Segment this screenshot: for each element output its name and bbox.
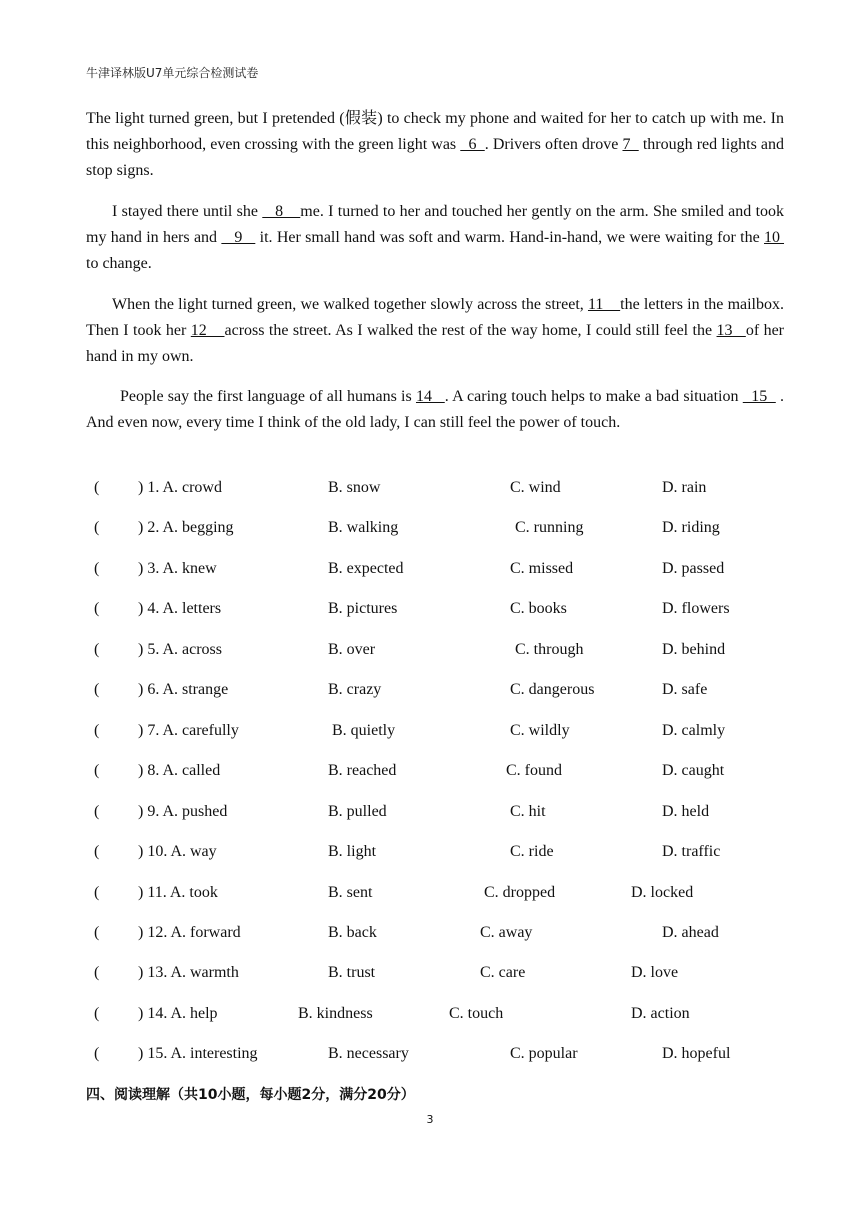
option-d: D. caught <box>662 762 725 779</box>
blank-10: 10 <box>764 229 785 246</box>
passage-text: of her hand in my own. <box>86 322 785 365</box>
question-row-14 <box>86 1005 786 1029</box>
question-row-12 <box>86 924 786 948</box>
blank-9: 9 <box>221 229 256 246</box>
option-a: ) 12. A. forward <box>138 924 241 941</box>
option-d: D. riding <box>662 519 720 536</box>
option-a: ) 10. A. way <box>138 843 217 860</box>
option-d: D. held <box>662 803 710 820</box>
option-b: B. light <box>328 843 377 860</box>
passage-text: me. I turned to her and touched her gently on the arm. She smiled and took my hand in hers and <box>86 203 785 246</box>
passage-paragraph-1 <box>86 106 784 184</box>
option-b: B. pulled <box>328 803 387 820</box>
question-row-3 <box>86 560 786 584</box>
passage-paragraph-4 <box>86 384 784 436</box>
answer-paren: ( <box>94 843 100 860</box>
question-row-13 <box>86 964 786 988</box>
question-row-1 <box>86 479 786 503</box>
question-row-7 <box>86 722 786 746</box>
option-a: ) 14. A. help <box>138 1005 218 1022</box>
option-d: D. calmly <box>662 722 726 739</box>
option-b: B. snow <box>328 479 381 496</box>
option-a: ) 13. A. warmth <box>138 964 239 981</box>
answer-paren: ( <box>94 681 100 698</box>
answer-paren: ( <box>94 803 100 820</box>
blank-13: 13 <box>716 322 746 339</box>
blank-14: 14 <box>415 388 445 405</box>
passage-text: . A caring touch helps to make a bad situation <box>444 388 743 405</box>
question-row-5 <box>86 641 786 665</box>
passage-text: through red lights and stop signs. <box>86 136 785 179</box>
blank-8: 8 <box>262 203 301 220</box>
passage-text: The light turned green, but I pretended (假装) to check my phone and waited for her to catch up with me. In this neighborhood, even crossing with the green light was <box>86 110 784 153</box>
option-d: D. safe <box>662 681 708 698</box>
answer-paren: ( <box>94 560 100 577</box>
option-b: B. necessary <box>328 1045 409 1062</box>
blank-15: 15 <box>742 388 776 405</box>
answer-paren: ( <box>94 479 100 496</box>
answer-paren: ( <box>94 722 100 739</box>
option-d: D. ahead <box>662 924 719 941</box>
option-c: C. ride <box>510 843 554 860</box>
option-b: B. over <box>328 641 376 658</box>
question-row-9 <box>86 803 786 827</box>
option-c: C. dangerous <box>510 681 595 698</box>
passage-text: it. Her small hand was soft and warm. Hand-in-hand, we were waiting for the <box>255 229 765 246</box>
option-b: B. reached <box>328 762 397 779</box>
option-c: C. found <box>506 762 562 779</box>
option-b: B. back <box>328 924 377 941</box>
option-a: ) 1. A. crowd <box>138 479 222 496</box>
option-a: ) 5. A. across <box>138 641 222 658</box>
question-row-2 <box>86 519 786 543</box>
option-a: ) 8. A. called <box>138 762 221 779</box>
option-b: B. pictures <box>328 600 398 617</box>
option-b: B. kindness <box>298 1005 373 1022</box>
page-header: 牛津译林版U7单元综合检测试卷 <box>86 66 259 80</box>
option-b: B. trust <box>328 964 376 981</box>
passage-text: . Drivers often drove <box>484 136 623 153</box>
option-b: B. expected <box>328 560 404 577</box>
answer-paren: ( <box>94 964 100 981</box>
option-d: D. hopeful <box>662 1045 731 1062</box>
option-c: C. missed <box>510 560 574 577</box>
option-d: D. passed <box>662 560 725 577</box>
option-c: C. wildly <box>510 722 570 739</box>
option-c: C. wind <box>510 479 561 496</box>
option-c: C. touch <box>449 1005 504 1022</box>
answer-paren: ( <box>94 924 100 941</box>
page-number: 3 <box>426 1113 434 1126</box>
option-d: D. love <box>631 964 679 981</box>
option-c: C. popular <box>510 1045 578 1062</box>
passage-paragraph-3 <box>86 292 784 370</box>
option-b: B. sent <box>328 884 373 901</box>
answer-paren: ( <box>94 1045 100 1062</box>
blank-12: 12 <box>190 322 225 339</box>
option-a: ) 9. A. pushed <box>138 803 228 820</box>
passage-text: When the light turned green, we walked together slowly across the street, <box>112 296 588 313</box>
option-c: C. through <box>515 641 584 658</box>
question-row-10 <box>86 843 786 867</box>
passage-text: I stayed there until she <box>112 203 263 220</box>
option-b: B. quietly <box>332 722 396 739</box>
passage-text: the letters in the mailbox. Then I took her <box>86 296 785 339</box>
passage-paragraph-2 <box>86 199 784 277</box>
option-a: ) 4. A. letters <box>138 600 222 617</box>
question-row-6 <box>86 681 786 705</box>
answer-paren: ( <box>94 1005 100 1022</box>
option-a: ) 3. A. knew <box>138 560 217 577</box>
option-d: D. flowers <box>662 600 730 617</box>
option-b: B. crazy <box>328 681 382 698</box>
answer-paren: ( <box>94 600 100 617</box>
passage-text: across the street. As I walked the rest of the way home, I could still feel the <box>224 322 717 339</box>
option-d: D. behind <box>662 641 726 658</box>
option-d: D. locked <box>631 884 694 901</box>
option-c: C. away <box>480 924 533 941</box>
question-row-8 <box>86 762 786 786</box>
answer-paren: ( <box>94 884 100 901</box>
passage-text: People say the first language of all humans is <box>120 388 416 405</box>
option-a: ) 11. A. took <box>138 884 218 901</box>
blank-6: 6 <box>460 136 485 153</box>
option-d: D. action <box>631 1005 690 1022</box>
option-a: ) 2. A. begging <box>138 519 234 536</box>
option-a: ) 6. A. strange <box>138 681 229 698</box>
option-c: C. books <box>510 600 567 617</box>
passage-text: to change. <box>86 255 152 272</box>
option-a: ) 15. A. interesting <box>138 1045 258 1062</box>
answer-paren: ( <box>94 519 100 536</box>
question-row-4 <box>86 600 786 624</box>
passage-text: . And even now, every time I think of the old lady, I can still feel the power of touch. <box>86 388 785 431</box>
answer-paren: ( <box>94 641 100 658</box>
answer-paren: ( <box>94 762 100 779</box>
section-title: 四、阅读理解（共10小题，每小题2分，满分20分） <box>86 1087 415 1103</box>
option-d: D. traffic <box>662 843 721 860</box>
option-d: D. rain <box>662 479 707 496</box>
question-row-15 <box>86 1045 786 1069</box>
question-row-11 <box>86 884 786 908</box>
option-b: B. walking <box>328 519 399 536</box>
option-c: C. running <box>515 519 584 536</box>
option-c: C. hit <box>510 803 546 820</box>
option-c: C. dropped <box>484 884 556 901</box>
blank-11: 11 <box>587 296 621 313</box>
blank-7: 7 <box>622 136 639 153</box>
option-c: C. care <box>480 964 526 981</box>
option-a: ) 7. A. carefully <box>138 722 239 739</box>
